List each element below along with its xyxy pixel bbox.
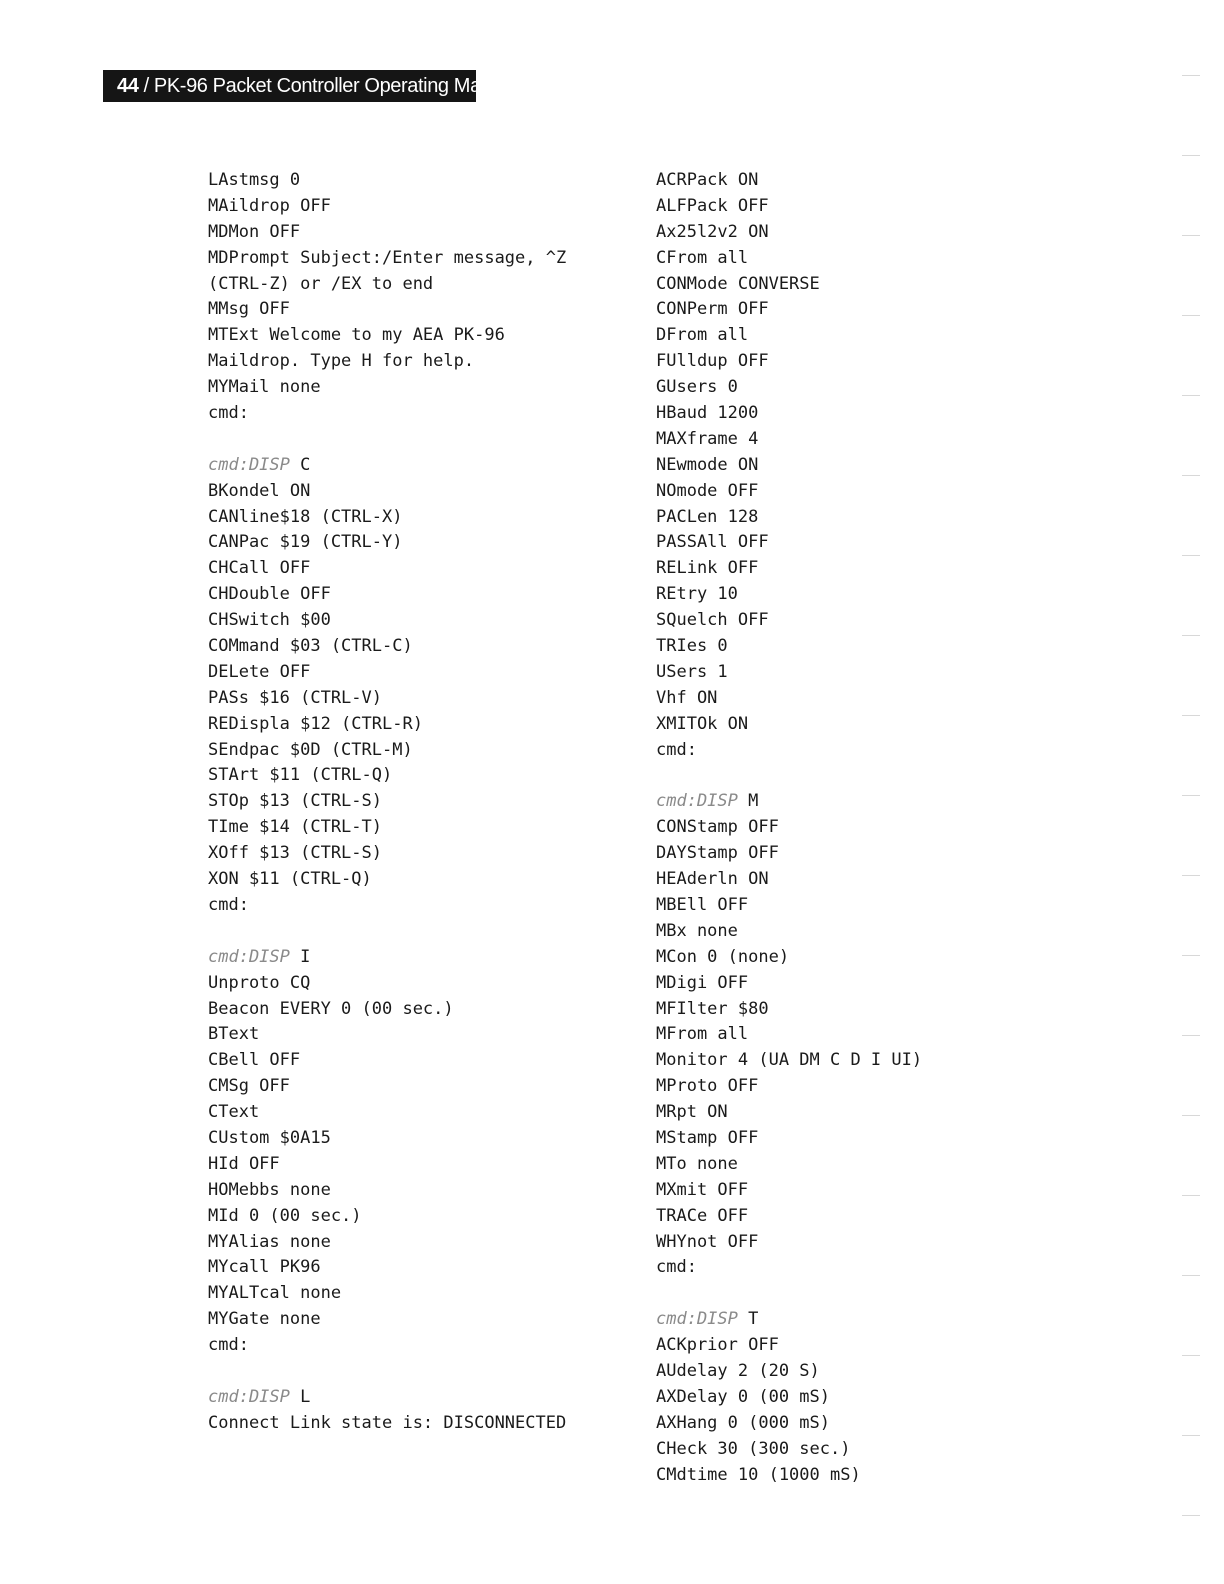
right-column: [656, 168, 1096, 1488]
setting-line: GUsers 0: [656, 377, 738, 398]
setting-line: CANPac $19 (CTRL-Y): [208, 532, 403, 553]
setting-line: Unproto CQ: [208, 972, 311, 993]
command-text: I: [289, 946, 311, 967]
edge-mark: [1182, 235, 1200, 236]
setting-line: (CTRL-Z) or /EX to end: [208, 273, 434, 294]
setting-line: REDispla $12 (CTRL-R): [208, 713, 423, 734]
setting-line: TRIes 0: [656, 636, 728, 657]
setting-line: DELete OFF: [208, 661, 311, 682]
setting-line: CONMode CONVERSE: [656, 273, 820, 294]
setting-line: WHYnot OFF: [656, 1231, 759, 1252]
page-edge-marks: [1164, 0, 1224, 1584]
setting-line: HOMebbs none: [208, 1179, 331, 1200]
setting-line: FUlldup OFF: [656, 351, 769, 372]
edge-mark: [1182, 475, 1200, 476]
setting-line: MYGate none: [208, 1309, 321, 1330]
setting-line: Maildrop. Type H for help.: [208, 351, 475, 372]
setting-line: HEAderln ON: [656, 869, 769, 890]
setting-line: cmd:: [208, 894, 249, 915]
setting-line: MFIlter $80: [656, 998, 769, 1019]
setting-line: XOff $13 (CTRL-S): [208, 843, 382, 864]
setting-line: SQuelch OFF: [656, 610, 769, 631]
setting-line: MBEll OFF: [656, 894, 749, 915]
setting-line: CANline$18 (CTRL-X): [208, 506, 403, 527]
setting-line: MProto OFF: [656, 1076, 759, 1097]
prompt-text: cmd:DISP: [208, 946, 290, 967]
setting-line: PACLen 128: [656, 506, 759, 527]
setting-line: CHeck 30 (300 sec.): [656, 1438, 851, 1459]
blank-line: [208, 427, 648, 453]
blank-line: [656, 763, 1096, 789]
setting-line: TIme $14 (CTRL-T): [208, 817, 382, 838]
setting-line: ALFPack OFF: [656, 195, 769, 216]
setting-line: STArt $11 (CTRL-Q): [208, 765, 393, 786]
edge-mark: [1182, 395, 1200, 396]
manual-title: / PK-96 Packet Controller Operating Manual: [138, 75, 518, 97]
setting-line: MYALTcal none: [208, 1283, 342, 1304]
setting-line: MDPrompt Subject:/Enter message, ^Z: [208, 247, 567, 268]
page-header: [103, 70, 518, 102]
setting-line: PASs $16 (CTRL-V): [208, 687, 382, 708]
setting-line: STOp $13 (CTRL-S): [208, 791, 382, 812]
setting-line: MDigi OFF: [656, 972, 749, 993]
edge-mark: [1182, 1435, 1200, 1436]
blank-line: [656, 1281, 1096, 1307]
setting-line: MDMon OFF: [208, 221, 301, 242]
setting-line: CFrom all: [656, 247, 749, 268]
setting-line: XMITOk ON: [656, 713, 749, 734]
setting-line: SEndpac $0D (CTRL-M): [208, 739, 413, 760]
setting-line: HId OFF: [208, 1153, 280, 1174]
left-column: [208, 168, 648, 1437]
setting-line: MYAlias none: [208, 1231, 331, 1252]
setting-line: Beacon EVERY 0 (00 sec.): [208, 998, 454, 1019]
prompt-text: cmd:DISP: [208, 1386, 290, 1407]
edge-mark: [1182, 75, 1200, 76]
setting-line: DAYStamp OFF: [656, 843, 779, 864]
edge-mark: [1182, 1355, 1200, 1356]
setting-line: HBaud 1200: [656, 403, 759, 424]
setting-line: XON $11 (CTRL-Q): [208, 869, 372, 890]
page-number: 44: [117, 75, 139, 97]
setting-line: Connect Link state is: DISCONNECTED: [208, 1412, 567, 1433]
setting-line: MMsg OFF: [208, 299, 290, 320]
setting-line: RELink OFF: [656, 558, 759, 579]
setting-line: MRpt ON: [656, 1102, 728, 1123]
setting-line: cmd:: [656, 1257, 697, 1278]
command-prompt-line: [656, 1307, 1096, 1333]
setting-line: ACRPack ON: [656, 170, 759, 190]
command-text: L: [289, 1386, 311, 1407]
setting-line: CHDouble OFF: [208, 584, 331, 605]
setting-line: MFrom all: [656, 1024, 749, 1045]
setting-line: AXHang 0 (000 mS): [656, 1412, 830, 1433]
setting-line: MStamp OFF: [656, 1127, 759, 1148]
command-prompt-line: [656, 789, 1096, 815]
setting-line: Vhf ON: [656, 687, 718, 708]
edge-mark: [1182, 795, 1200, 796]
edge-mark: [1182, 875, 1200, 876]
setting-line: LAstmsg 0: [208, 170, 301, 190]
setting-line: MTExt Welcome to my AEA PK-96: [208, 325, 505, 346]
setting-line: ACKprior OFF: [656, 1335, 779, 1356]
setting-line: BText: [208, 1024, 260, 1045]
edge-mark: [1182, 1515, 1200, 1516]
setting-line: MAildrop OFF: [208, 195, 331, 216]
command-prompt-line: [208, 1385, 648, 1411]
setting-line: cmd:: [656, 739, 697, 760]
setting-line: PASSAll OFF: [656, 532, 769, 553]
setting-line: CBell OFF: [208, 1050, 301, 1071]
edge-mark: [1182, 1195, 1200, 1196]
setting-line: Monitor 4 (UA DM C D I UI): [656, 1050, 923, 1071]
edge-mark: [1182, 555, 1200, 556]
prompt-text: cmd:DISP: [656, 1309, 738, 1330]
setting-line: MXmit OFF: [656, 1179, 749, 1200]
setting-line: TRACe OFF: [656, 1205, 749, 1226]
edge-mark: [1182, 155, 1200, 156]
setting-line: AUdelay 2 (20 S): [656, 1360, 820, 1381]
setting-line: DFrom all: [656, 325, 749, 346]
command-text: C: [289, 454, 311, 475]
prompt-text: cmd:DISP: [208, 454, 290, 475]
setting-line: MYMail none: [208, 377, 321, 398]
setting-line: MBx none: [656, 920, 738, 941]
edge-mark: [1182, 1115, 1200, 1116]
edge-mark: [1182, 635, 1200, 636]
setting-line: BKondel ON: [208, 480, 311, 501]
command-text: M: [737, 791, 759, 812]
setting-line: MYcall PK96: [208, 1257, 321, 1278]
setting-line: CONStamp OFF: [656, 817, 779, 838]
setting-line: MId 0 (00 sec.): [208, 1205, 362, 1226]
setting-line: USers 1: [656, 661, 728, 682]
setting-line: CONPerm OFF: [656, 299, 769, 320]
setting-line: MCon 0 (none): [656, 946, 790, 967]
setting-line: COMmand $03 (CTRL-C): [208, 636, 413, 657]
setting-line: MTo none: [656, 1153, 738, 1174]
command-prompt-line: [208, 945, 648, 971]
setting-line: CMdtime 10 (1000 mS): [656, 1464, 861, 1485]
setting-line: cmd:: [208, 1335, 249, 1356]
setting-line: REtry 10: [656, 584, 738, 605]
edge-mark: [1182, 1035, 1200, 1036]
setting-line: NEwmode ON: [656, 454, 759, 475]
setting-line: CText: [208, 1102, 260, 1123]
setting-line: CUstom $0A15: [208, 1127, 331, 1148]
command-text: T: [737, 1309, 759, 1330]
setting-line: CMSg OFF: [208, 1076, 290, 1097]
setting-line: MAXframe 4: [656, 428, 759, 449]
setting-line: CHCall OFF: [208, 558, 311, 579]
blank-line: [208, 1359, 648, 1385]
edge-mark: [1182, 715, 1200, 716]
setting-line: NOmode OFF: [656, 480, 759, 501]
edge-mark: [1182, 955, 1200, 956]
edge-mark: [1182, 1275, 1200, 1276]
prompt-text: cmd:DISP: [656, 791, 738, 812]
setting-line: CHSwitch $00: [208, 610, 331, 631]
edge-mark: [1182, 315, 1200, 316]
setting-line: AXDelay 0 (00 mS): [656, 1386, 830, 1407]
setting-line: Ax25l2v2 ON: [656, 221, 769, 242]
setting-line: cmd:: [208, 403, 249, 424]
blank-line: [208, 919, 648, 945]
command-prompt-line: [208, 453, 648, 479]
